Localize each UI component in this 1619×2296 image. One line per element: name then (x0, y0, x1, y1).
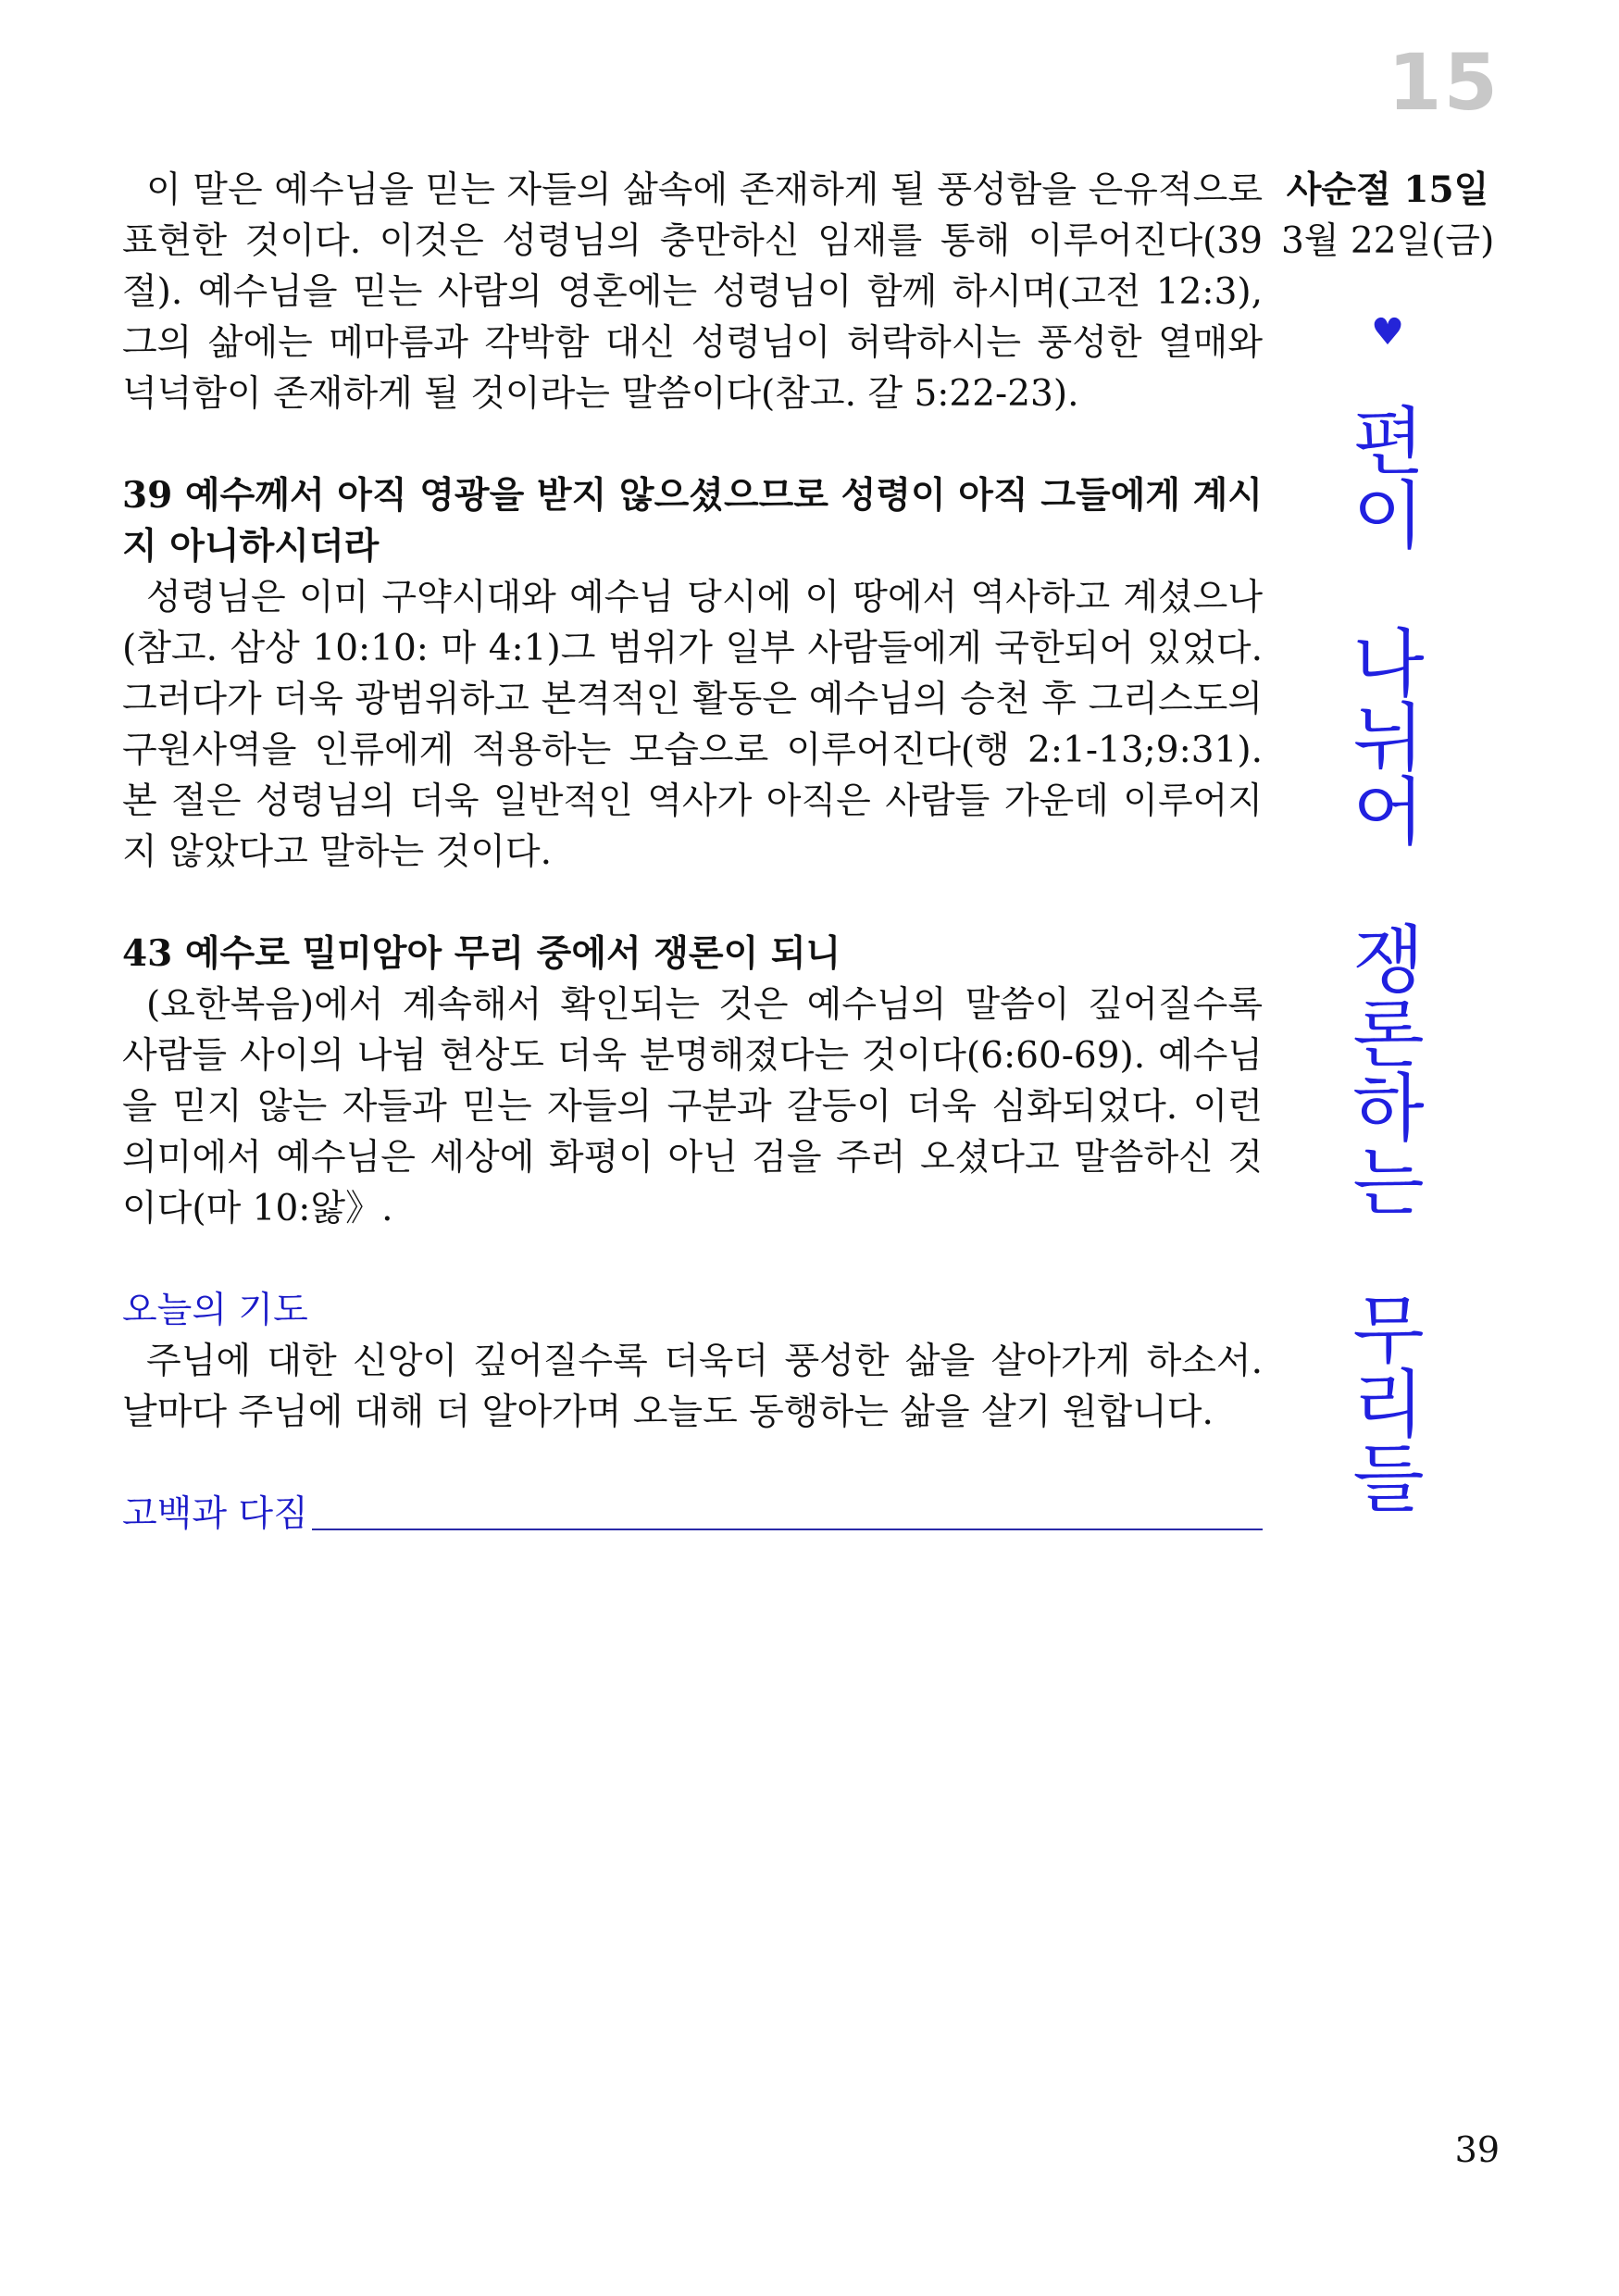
vertical-title-char: 는 (1352, 1140, 1425, 1226)
prayer-heading: 오늘의 기도 (122, 1290, 308, 1331)
vertical-title-char: 이 (1352, 473, 1425, 559)
verse-39-heading: 39 예수께서 아직 영광을 받지 않으셨으므로 성령이 아직 그들에게 계시지 아니하시더라 (122, 474, 1263, 568)
vertical-title-char: 무 (1352, 1288, 1425, 1374)
verse-43-commentary: (요한복음)에서 계속해서 확인되는 것은 예수님의 말씀이 깊어질수록 사람들 사이의 나뉨 현상도 더욱 분명해졌다는 것이다(6:60-69). 예수님을 믿지 않는 자들과 믿는 자들의 구분과 갈등이 더욱 심화되었다. 이런 의미에서 예수님은 세상에 화평이 아닌 검을 주러 오셨다고 말씀하신 것이다(마 10:앓》. (122, 984, 1263, 1229)
vertical-title-char: 리 (1352, 1362, 1425, 1448)
main-text-column (122, 165, 1263, 1540)
heart-icon: ♥ (1371, 311, 1404, 354)
vertical-title-char: 편 (1352, 399, 1425, 485)
vertical-title (1344, 399, 1433, 1522)
page-number: 39 (1454, 2129, 1500, 2170)
vertical-title-space (1344, 554, 1433, 628)
vertical-title-char: 하 (1352, 1066, 1425, 1152)
prayer-body: 주님에 대한 신앙이 깊어질수록 더욱더 풍성한 삶을 살아가게 하소서. 날마다 주님에 대해 더 알아가며 오늘도 동행하는 삶을 살기 원합니다. (122, 1341, 1263, 1433)
day-number: 15 (1388, 37, 1500, 128)
calendar-date-label: 3월 22일(금) (1281, 220, 1495, 262)
vertical-title-space (1344, 1220, 1433, 1294)
confession-writing-line[interactable] (312, 1529, 1263, 1530)
verse-43-heading: 43 예수로 밀미암아 무리 중에서 쟁론이 되니 (122, 932, 841, 975)
vertical-title-space (1344, 850, 1433, 924)
spacer (122, 419, 1263, 470)
spacer (122, 878, 1263, 929)
side-date-box (1281, 165, 1494, 267)
verse-39-commentary: 성령님은 이미 구약시대와 예수님 당시에 이 땅에서 역사하고 계셨으나(참고. 삼상 10:10: 마 4:1)그 범위가 일부 사람들에게 국한되어 있었다. 그러다가 더욱 광범위하고 본격적인 활동은 예수님의 승천 후 그리스도의 구원사역을 인류에게 적용하는 모습으로 이루어진다(행 2:1-13;9:31). 본 절은 성령님의 더욱 일반적인 역사가 아직은 사람들 가운데 이루어지지 않았다고 말하는 것이다. (122, 577, 1263, 873)
spacer (122, 1234, 1263, 1285)
vertical-title-char: 쟁 (1352, 917, 1425, 1004)
vertical-title-char: 들 (1352, 1436, 1425, 1522)
vertical-title-char: 론 (1352, 992, 1425, 1078)
lent-day-label: 사순절 15일 (1286, 168, 1489, 211)
vertical-title-char: 뉘 (1352, 695, 1425, 781)
vertical-title-char: 나 (1352, 621, 1425, 707)
confession-row (122, 1489, 1263, 1540)
spacer (122, 1438, 1263, 1489)
intro-paragraph: 이 말은 예수님을 믿는 자들의 삶속에 존재하게 될 풍성함을 은유적으로 표현한 것이다. 이것은 성령님의 충만하신 임재를 통해 이루어진다(39절). 예수님을 믿는 사람의 영혼에는 성령님이 함께 하시며(고전 12:3), 그의 삶에는 메마름과 각박함 대신 성령님이 허락하시는 풍성한 열매와 넉넉함이 존재하게 될 것이라는 말씀이다(참고. 갈 5:22-23). (122, 169, 1263, 415)
confession-heading: 고백과 다짐 (122, 1493, 308, 1535)
vertical-title-char: 어 (1352, 769, 1425, 855)
